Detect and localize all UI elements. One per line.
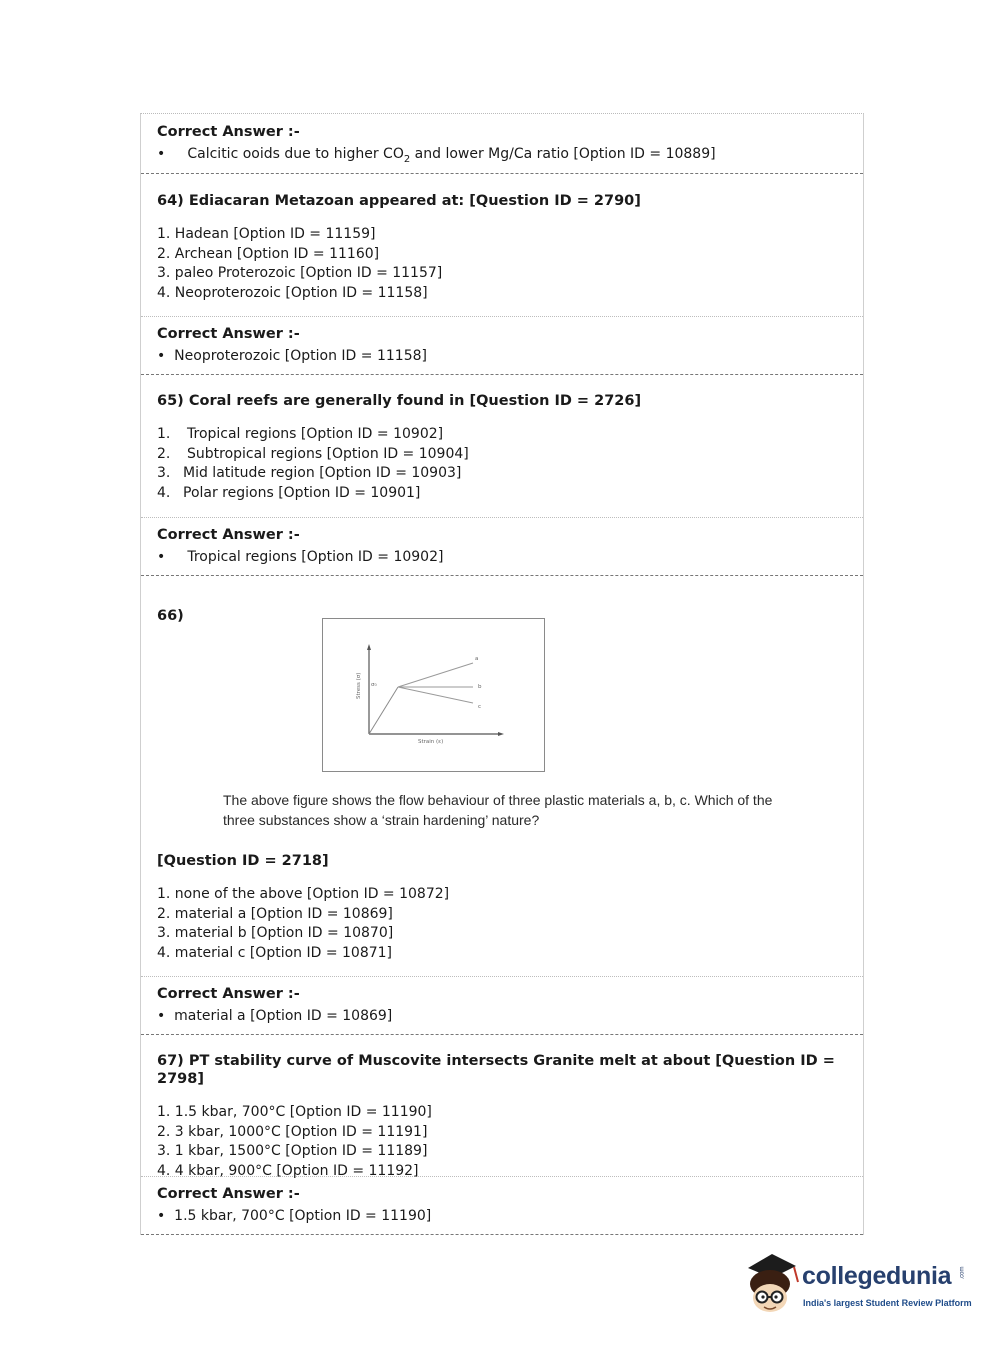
answer-text: Tropical regions [Option ID = 10902] (187, 549, 444, 565)
q64-answer-block (141, 317, 863, 375)
bullet-icon: • (157, 348, 166, 364)
q66-answer-block (141, 977, 863, 1035)
q65-question-block (141, 375, 863, 518)
answer-line (157, 548, 847, 568)
option-list (157, 225, 847, 303)
y-axis-label: Stress (σ) (356, 672, 362, 699)
answer-text: Calcitic ooids due to higher CO (187, 146, 404, 162)
option-item: 3. material b [Option ID = 10870] (157, 925, 394, 942)
question-sheet (140, 113, 864, 1235)
q67-answer-block (141, 1177, 863, 1235)
question-title: 67) PT stability curve of Muscovite intersects Granite melt at about [Question ID = 2798] (157, 1053, 835, 1087)
answer-line (157, 347, 847, 367)
correct-answer-label: Correct Answer :- (157, 124, 300, 140)
option-item: 3. Mid latitude region [Option ID = 10903] (157, 465, 462, 482)
option-item: 4. Neoproterozoic [Option ID = 11158] (157, 284, 428, 301)
option-item: 2. material a [Option ID = 10869] (157, 905, 393, 922)
curve-c (398, 687, 473, 703)
option-item: 2. Archean [Option ID = 11160] (157, 245, 380, 262)
option-item: 1. Hadean [Option ID = 11159] (157, 226, 376, 242)
correct-answer-label: Correct Answer :- (157, 326, 300, 342)
answer-line (157, 1207, 847, 1227)
option-item: 2. 3 kbar, 1000°C [Option ID = 11191] (157, 1123, 428, 1140)
elastic-segment (369, 687, 398, 734)
option-list (157, 885, 449, 963)
curve-label-b: b (478, 684, 482, 690)
answer-line (157, 145, 847, 169)
question-title: 64) Ediacaran Metazoan appeared at: [Question ID = 2790] (157, 193, 641, 209)
figure-caption (223, 790, 823, 830)
logo-domain-suffix: .com (959, 1266, 966, 1280)
option-item: 3. 1 kbar, 1500°C [Option ID = 11189] (157, 1143, 428, 1160)
bullet-icon: • (157, 1208, 166, 1224)
curve-label-c: c (478, 704, 482, 710)
stress-strain-plot (323, 619, 544, 771)
correct-answer-label: Correct Answer :- (157, 986, 300, 1002)
caption-line: The above figure shows the flow behaviour of three plastic materials a, b, c. Which of the (223, 792, 773, 808)
option-item: 1. Tropical regions [Option ID = 10902] (157, 426, 444, 442)
bullet-icon: • (157, 146, 166, 162)
answer-line (157, 1007, 847, 1027)
x-axis-label: Strain (ε) (418, 739, 444, 745)
x-axis-arrow-icon (498, 732, 504, 736)
answer-text-tail: and lower Mg/Ca ratio [Option ID = 10889] (410, 146, 716, 162)
option-item: 4. 4 kbar, 900°C [Option ID = 11192] (157, 1162, 419, 1179)
correct-answer-label: Correct Answer :- (157, 1186, 300, 1202)
question-id: [Question ID = 2718] (157, 853, 329, 869)
option-list (157, 425, 847, 503)
curve-a (398, 663, 473, 687)
question-title: 65) Coral reefs are generally found in [Question ID = 2726] (157, 393, 642, 409)
logo-tagline: India's largest Student Review Platform (803, 1298, 972, 1308)
answer-text: Neoproterozoic [Option ID = 11158] (174, 348, 427, 364)
option-item: 1. none of the above [Option ID = 10872] (157, 886, 450, 902)
option-item: 1. 1.5 kbar, 700°C [Option ID = 11190] (157, 1104, 432, 1120)
option-item: 3. paleo Proterozoic [Option ID = 11157] (157, 265, 443, 282)
logo-wordmark: collegedunia (802, 1262, 952, 1290)
yield-point-label: σ₀ (371, 682, 377, 688)
option-item: 2. Subtropical regions [Option ID = 10904] (157, 445, 469, 462)
q64-question-block (141, 174, 863, 317)
answer-text: 1.5 kbar, 700°C [Option ID = 11190] (174, 1208, 432, 1224)
q66-question-block (141, 576, 863, 977)
correct-answer-label: Correct Answer :- (157, 527, 300, 543)
curve-label-a: a (475, 656, 479, 662)
bullet-icon: • (157, 1008, 166, 1024)
stress-strain-figure (322, 618, 545, 772)
option-item: 4. Polar regions [Option ID = 10901] (157, 484, 421, 501)
q66-options-area (157, 852, 449, 963)
mascot-icon (742, 1250, 802, 1320)
subscript: 2 (403, 153, 411, 165)
bullet-icon: • (157, 549, 166, 565)
collegedunia-logo[interactable] (742, 1250, 972, 1320)
question-number: 66) (157, 608, 184, 624)
y-axis-arrow-icon (367, 644, 371, 650)
option-item: 4. material c [Option ID = 10871] (157, 944, 393, 961)
q63-answer-block (141, 114, 863, 174)
caption-line: three substances show a ‘strain hardening’ nature? (223, 812, 540, 828)
q65-answer-block (141, 518, 863, 576)
q67-question-block (141, 1035, 863, 1177)
option-list (157, 1103, 847, 1181)
answer-text: material a [Option ID = 10869] (174, 1008, 393, 1024)
